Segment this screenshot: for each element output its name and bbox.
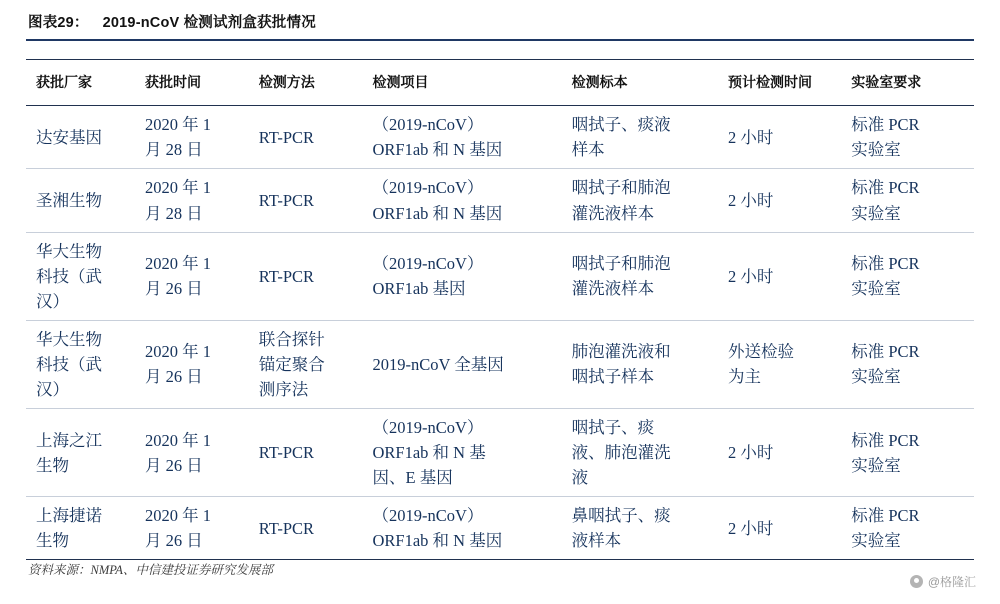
cell-duration: [718, 169, 841, 232]
cell-line: 2020 年 1: [145, 178, 212, 198]
watermark: [910, 573, 976, 590]
cell-duration: [718, 409, 841, 497]
cell-line: 2 小时: [728, 443, 774, 463]
cell-specimen: [562, 497, 718, 560]
column-header-specimen: 检测标本: [562, 60, 718, 106]
cell-line: 咽拭子和肺泡: [571, 254, 671, 274]
cell-manufacturer: [26, 169, 135, 232]
cell-line: 上海之江: [36, 430, 102, 450]
cell-line: 月 26 日: [145, 531, 203, 551]
cell-duration: [718, 232, 841, 320]
cell-approval-date: [135, 409, 249, 497]
cell-line: 2020 年 1: [145, 506, 212, 526]
cell-line: 月 26 日: [145, 367, 203, 387]
cell-approval-date: [135, 497, 249, 560]
cell-line: 实验室: [851, 367, 901, 387]
column-header-duration: 预计检测时间: [718, 60, 841, 106]
cell-line: 2020 年 1: [145, 342, 212, 362]
table-row: [26, 232, 974, 320]
cell-line: 生物: [36, 455, 69, 475]
column-header-manufacturer: 获批厂家: [26, 60, 135, 106]
cell-line: 月 28 日: [145, 203, 203, 223]
figure-title: [26, 8, 974, 39]
cell-method: [249, 232, 363, 320]
cell-items: [363, 497, 562, 560]
cell-line: 实验室: [851, 203, 901, 223]
cell-approval-date: [135, 320, 249, 408]
cell-line: 锚定聚合: [258, 354, 325, 374]
cell-method: [249, 497, 363, 560]
watermark-label: @格隆汇: [927, 575, 976, 589]
cell-line: 实验室: [851, 455, 901, 475]
table-row: [26, 497, 974, 560]
cell-manufacturer: [26, 106, 135, 169]
title-divider: [26, 39, 974, 41]
table-row: [26, 169, 974, 232]
cell-method: [249, 169, 363, 232]
table-body: [26, 106, 974, 560]
cell-line: 月 26 日: [145, 279, 203, 299]
cell-line: 实验室: [851, 140, 901, 160]
cell-line: 鼻咽拭子、痰: [571, 506, 671, 526]
cell-approval-date: [135, 232, 249, 320]
watermark-logo-icon: [910, 575, 923, 588]
cell-line: 2 小时: [728, 518, 774, 538]
cell-line: ORF1ab 和 N 基: [372, 443, 486, 463]
cell-line: 标准 PCR: [851, 254, 920, 274]
cell-line: 汉）: [36, 379, 69, 399]
cell-line: 咽拭子样本: [571, 367, 655, 387]
cell-line: RT-PCR: [258, 443, 315, 463]
cell-line: 2 小时: [728, 127, 774, 147]
column-header-lab: 实验室要求: [841, 60, 974, 106]
cell-items: [363, 169, 562, 232]
cell-line: 2 小时: [728, 266, 774, 286]
cell-line: 标准 PCR: [851, 430, 920, 450]
cell-line: RT-PCR: [258, 266, 315, 286]
cell-manufacturer: [26, 409, 135, 497]
cell-line: 标准 PCR: [851, 178, 920, 198]
cell-line: 液样本: [571, 531, 622, 551]
column-header-method: 检测方法: [249, 60, 363, 106]
cell-line: 测序法: [258, 379, 309, 399]
cell-line: 因、E 基因: [372, 468, 453, 488]
cell-line: 为主: [728, 367, 761, 387]
cell-line: （2019-nCoV）: [372, 506, 484, 526]
cell-line: （2019-nCoV）: [372, 418, 484, 438]
cell-method: [249, 106, 363, 169]
cell-line: ORF1ab 和 N 基因: [372, 203, 503, 223]
cell-line: 2 小时: [728, 190, 774, 210]
cell-method: [249, 320, 363, 408]
cell-line: 2019-nCoV 全基因: [372, 354, 504, 374]
cell-line: （2019-nCoV）: [372, 254, 484, 274]
cell-line: RT-PCR: [258, 518, 315, 538]
table-row: [26, 409, 974, 497]
cell-duration: [718, 106, 841, 169]
source-note: 资料来源：NMPA、中信建投证券研究发展部: [28, 563, 273, 577]
cell-line: 灌洗液样本: [571, 203, 655, 223]
cell-specimen: [562, 169, 718, 232]
cell-line: （2019-nCoV）: [372, 115, 484, 135]
cell-specimen: [562, 320, 718, 408]
cell-items: [363, 409, 562, 497]
figure-title-text: 2019-nCoV 检测试剂盒获批情况: [102, 15, 316, 31]
cell-line: RT-PCR: [258, 127, 315, 147]
cell-line: 样本: [571, 140, 605, 160]
cell-lab: [841, 169, 974, 232]
cell-line: 2020 年 1: [145, 115, 212, 135]
cell-specimen: [562, 106, 718, 169]
cell-lab: [841, 497, 974, 560]
cell-line: 咽拭子和肺泡: [571, 178, 671, 198]
cell-line: ORF1ab 基因: [372, 279, 466, 299]
cell-line: 实验室: [851, 531, 901, 551]
cell-line: （2019-nCoV）: [372, 178, 484, 198]
cell-items: [363, 232, 562, 320]
cell-manufacturer: [26, 497, 135, 560]
cell-lab: [841, 409, 974, 497]
cell-line: 2020 年 1: [145, 254, 212, 274]
cell-line: 达安基因: [36, 127, 102, 147]
cell-line: 月 28 日: [145, 140, 203, 160]
cell-duration: [718, 320, 841, 408]
cell-method: [249, 409, 363, 497]
cell-line: 实验室: [851, 279, 901, 299]
cell-line: 汉）: [36, 291, 69, 311]
cell-approval-date: [135, 106, 249, 169]
figure-number: 图表29：: [28, 15, 89, 31]
cell-line: 标准 PCR: [851, 506, 920, 526]
table-header: [26, 60, 974, 106]
cell-line: 肺泡灌洗液和: [571, 342, 671, 362]
column-header-items: 检测项目: [363, 60, 562, 106]
cell-line: 咽拭子、痰: [571, 418, 655, 438]
cell-manufacturer: [26, 232, 135, 320]
cell-line: ORF1ab 和 N 基因: [372, 140, 503, 160]
cell-line: 圣湘生物: [36, 190, 102, 210]
column-header-approval-date: 获批时间: [135, 60, 249, 106]
cell-line: 外送检验: [728, 342, 794, 362]
cell-manufacturer: [26, 320, 135, 408]
cell-line: 华大生物: [36, 241, 102, 261]
cell-line: 液: [571, 468, 589, 488]
cell-line: 标准 PCR: [851, 342, 920, 362]
cell-line: ORF1ab 和 N 基因: [372, 531, 503, 551]
cell-lab: [841, 320, 974, 408]
cell-approval-date: [135, 169, 249, 232]
cell-lab: [841, 232, 974, 320]
cell-lab: [841, 106, 974, 169]
cell-line: 生物: [36, 531, 69, 551]
cell-line: 科技（武: [36, 266, 102, 286]
cell-items: [363, 106, 562, 169]
cell-line: 灌洗液样本: [571, 279, 655, 299]
cell-line: 月 26 日: [145, 455, 203, 475]
cell-items: [363, 320, 562, 408]
cell-line: 标准 PCR: [851, 115, 920, 135]
cell-line: 咽拭子、痰液: [571, 115, 671, 135]
cell-line: 联合探针: [258, 329, 325, 349]
cell-duration: [718, 497, 841, 560]
cell-line: 上海捷诺: [36, 506, 102, 526]
table-row: [26, 106, 974, 169]
cell-line: 液、肺泡灌洗: [571, 443, 671, 463]
table-row: [26, 320, 974, 408]
cell-specimen: [562, 409, 718, 497]
cell-line: 2020 年 1: [145, 430, 212, 450]
approval-table: [26, 59, 974, 560]
table-header-row: [26, 60, 974, 106]
cell-line: 华大生物: [36, 329, 102, 349]
cell-line: RT-PCR: [258, 190, 315, 210]
cell-line: 科技（武: [36, 354, 102, 374]
cell-specimen: [562, 232, 718, 320]
